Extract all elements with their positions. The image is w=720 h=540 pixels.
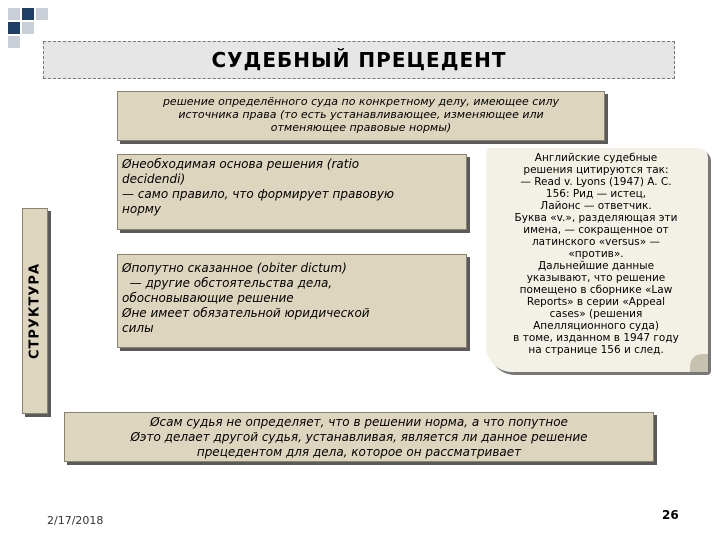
corner-square: [8, 8, 20, 20]
note-line: Буква «v.», разделяющая эти: [514, 212, 678, 224]
citation-note-scroll: [486, 148, 708, 372]
note-line: на странице 156 и след.: [528, 344, 664, 356]
note-line: указывают, что решение: [526, 272, 666, 284]
bottom-line: Øэто делает другой судья, устанавливая, является ли данное решение: [130, 430, 588, 444]
obiter-dictum-box: [117, 254, 467, 348]
bottom-line: прецедентом для дела, которое он рассматривает: [196, 445, 522, 459]
obiter-line: обосновывающие решение: [122, 291, 294, 305]
structure-label: СТРУКТУРА: [27, 262, 43, 360]
note-line: «против».: [568, 248, 624, 260]
note-line: Апелляционного суда): [533, 320, 659, 332]
corner-square: [36, 8, 48, 20]
slide-date: 2/17/2018: [47, 514, 104, 527]
note-line: Reports» в серии «Appeal: [526, 296, 666, 308]
definition-line: решение определённого суда по конкретному делу, имеющее силу: [162, 95, 560, 108]
definition-box: [117, 91, 605, 141]
note-line: латинского «versus» —: [531, 236, 661, 248]
obiter-line: силы: [122, 321, 154, 335]
note-line: решения цитируются так:: [523, 164, 669, 176]
note-line: — Read v. Lyons (1947) A. C.: [520, 176, 672, 188]
corner-square: [22, 8, 34, 20]
corner-square: [22, 22, 34, 34]
structure-label-box: [22, 208, 48, 414]
bottom-note-box: [64, 412, 654, 462]
obiter-line: — другие обстоятельства дела,: [122, 276, 333, 290]
ratio-line: decidendi): [122, 172, 186, 186]
note-line: помещено в сборнике «Law: [519, 284, 673, 296]
slide-title: СУДЕБНЫЙ ПРЕЦЕДЕНТ: [43, 41, 675, 79]
note-line: в томе, изданном в 1947 году: [513, 332, 679, 344]
definition-line: отменяющее правовые нормы): [270, 121, 452, 134]
corner-square: [8, 36, 20, 48]
note-line: cases» (решения: [549, 308, 643, 320]
definition-line: источника права (то есть устанавливающее, изменяющее или: [178, 108, 544, 121]
ratio-decidendi-box: [117, 154, 467, 230]
ratio-line: норму: [122, 202, 161, 216]
bottom-line: Øсам судья не определяет, что в решении норма, а что попутное: [150, 415, 568, 429]
obiter-line: Øпопутно сказанное (obiter dictum): [122, 261, 347, 275]
note-line: Английские судебные: [534, 152, 658, 164]
page-number: 26: [662, 508, 679, 522]
note-line: Лайонс — ответчик.: [540, 200, 652, 212]
corner-square: [8, 22, 20, 34]
obiter-line: Øне имеет обязательной юридической: [122, 306, 370, 320]
note-line: 156: Рид — истец,: [545, 188, 647, 200]
note-line: имена, — сокращенное от: [523, 224, 669, 236]
ratio-line: Øнеобходимая основа решения (ratio: [122, 157, 360, 171]
ratio-line: — само правило, что формирует правовую: [122, 187, 395, 201]
note-line: Дальнейшие данные: [537, 260, 655, 272]
